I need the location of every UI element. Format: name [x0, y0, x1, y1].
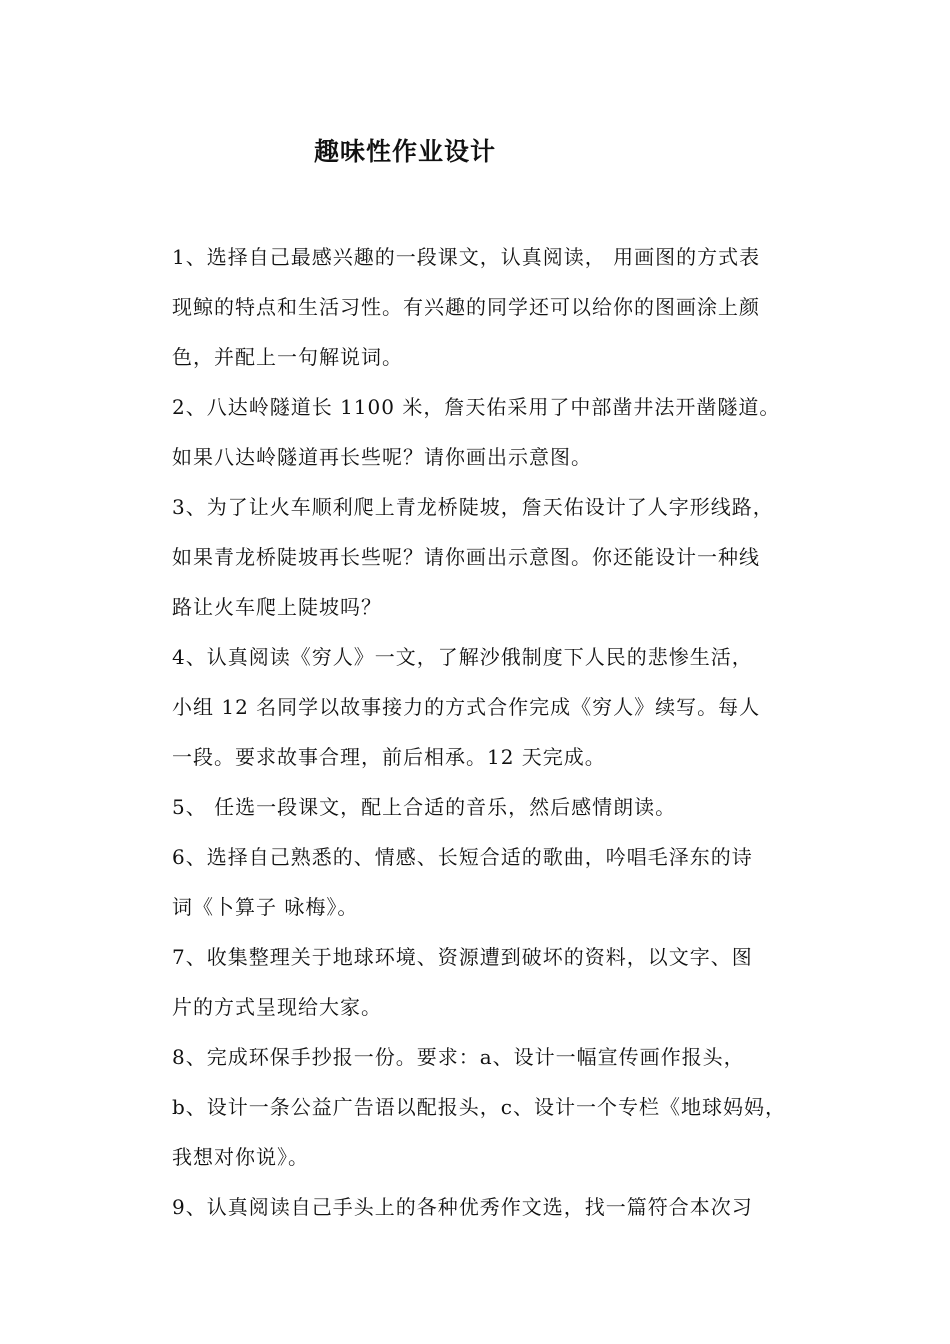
text-line: 如果青龙桥陡坡再长些呢？请你画出示意图。你还能设计一种线 [172, 545, 760, 569]
page-title: 趣味性作业设计 [314, 137, 497, 166]
text-line: 词《卜算子 咏梅》。 [172, 895, 359, 919]
text-line: 9、认真阅读自己手头上的各种优秀作文选，找一篇符合本次习 [172, 1195, 753, 1219]
text-line: 如果八达岭隧道再长些呢？请你画出示意图。 [172, 445, 592, 469]
text-line: 6、选择自己熟悉的、情感、长短合适的歌曲，吟唱毛泽东的诗 [172, 845, 753, 869]
text-line: 现鲸的特点和生活习性。有兴趣的同学还可以给你的图画涂上颜 [172, 295, 760, 319]
text-line: 我想对你说》。 [172, 1145, 309, 1169]
text-line: 片的方式呈现给大家。 [172, 995, 382, 1019]
text-line: 7、收集整理关于地球环境、资源遭到破坏的资料，以文字、图 [172, 945, 753, 969]
text-line: 路让火车爬上陡坡吗？ [172, 595, 382, 619]
text-line: b、设计一条公益广告语以配报头，c、设计一个专栏《地球妈妈， [172, 1095, 787, 1119]
document-body [172, 232, 842, 1232]
text-line: 1、选择自己最感兴趣的一段课文，认真阅读， 用画图的方式表 [172, 245, 761, 269]
text-line: 4、认真阅读《穷人》一文，了解沙俄制度下人民的悲惨生活， [172, 645, 753, 669]
text-line: 2、八达岭隧道长 1100 米，詹天佑采用了中部凿井法开凿隧道。 [172, 395, 781, 419]
text-line: 小组 12 名同学以故事接力的方式合作完成《穷人》续写。每人 [172, 695, 761, 719]
text-line: 一段。要求故事合理，前后相承。12 天完成。 [172, 745, 606, 769]
text-line: 色，并配上一句解说词。 [172, 345, 403, 369]
text-line: 3、为了让火车顺利爬上青龙桥陡坡，詹天佑设计了人字形线路， [172, 495, 774, 519]
text-line: 5、 任选一段课文，配上合适的音乐，然后感情朗读。 [172, 795, 677, 819]
text-line: 8、完成环保手抄报一份。要求：a、设计一幅宣传画作报头， [172, 1045, 745, 1069]
